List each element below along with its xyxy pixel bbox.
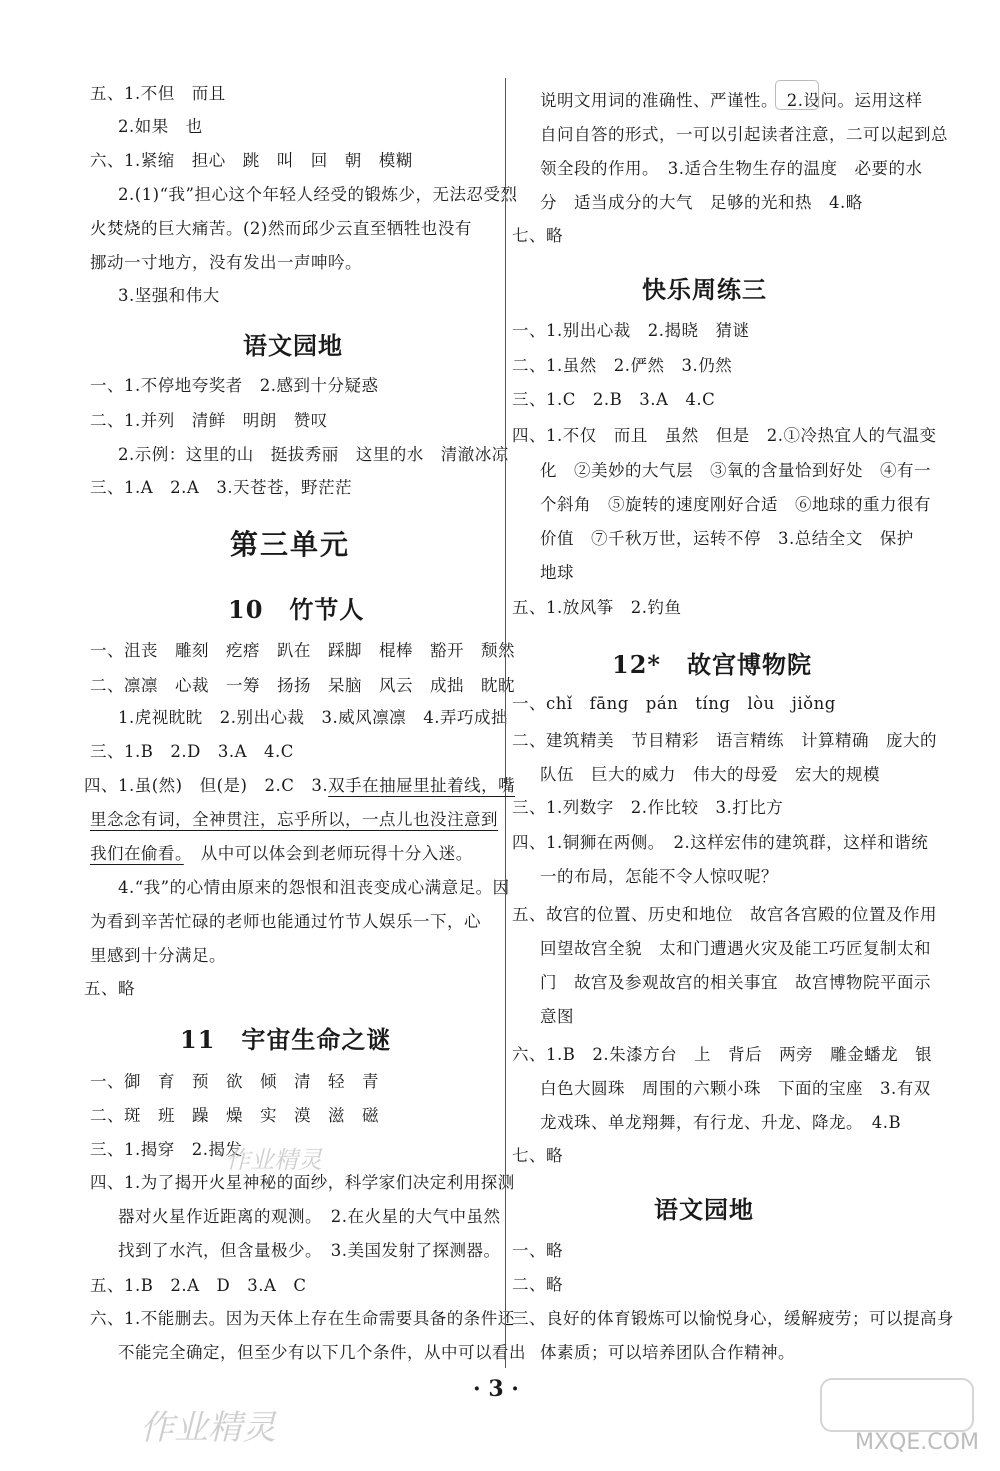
answer-line: 化 ②美妙的大气层 ③氧的含量恰到好处 ④有一 bbox=[540, 461, 931, 480]
section-heading bbox=[612, 645, 812, 680]
heading-title: 语文园地 bbox=[654, 1195, 754, 1224]
underlined-text: 里念念有词，全神贯注，忘乎所以，一点儿也没注意到 bbox=[90, 810, 498, 829]
answer-line: 六、1.紧缩 担心 跳 叫 回 朝 模糊 bbox=[90, 151, 413, 170]
answer-line: 价值 ⑦千秋万世，运转不停 3.总结全文 保护 bbox=[540, 529, 914, 548]
answer-line: 挪动一寸地方，没有发出一声呻吟。 bbox=[90, 253, 362, 272]
answer-line: 二、1.并列 清鲜 明朗 赞叹 bbox=[90, 411, 328, 430]
answer-line: 白色大圆珠 周围的六颗小珠 下面的宝座 3.有双 bbox=[540, 1079, 931, 1098]
section-heading bbox=[654, 1190, 754, 1225]
answer-line: 一、chǐ fāng pán tíng lòu jiǒng bbox=[512, 694, 836, 713]
answer-text: 四、1.虽(然) 但(是) 2.C 3. bbox=[84, 776, 329, 795]
answer-line: 里感到十分满足。 bbox=[90, 946, 226, 965]
answer-line: 体素质；可以培养团队合作精神。 bbox=[540, 1343, 795, 1362]
answer-line: 四、1.为了揭开火星神秘的面纱，科学家们决定利用探测 bbox=[90, 1173, 515, 1192]
answer-line: 三、1.A 2.A 3.天苍苍，野茫茫 bbox=[90, 478, 353, 497]
answer-line: 六、1.不能删去。因为天体上存在生命需要具备的条件还 bbox=[90, 1309, 515, 1328]
section-heading bbox=[228, 590, 364, 625]
answer-line: 二、凛凛 心裁 一筹 扬扬 呆脑 风云 成拙 眈眈 bbox=[90, 676, 515, 695]
section-heading bbox=[642, 270, 767, 305]
watermark-logo-icon bbox=[820, 1378, 974, 1432]
answer-line: 地球 bbox=[540, 563, 574, 582]
answer-line: 五、1.放风筝 2.钓鱼 bbox=[512, 598, 682, 617]
answer-line: 六、1.B 2.朱漆方台 上 背后 两旁 雕金蟠龙 银 bbox=[512, 1045, 933, 1064]
answer-line: 一、御 育 预 欲 倾 清 轻 青 bbox=[90, 1072, 379, 1091]
answer-line: 三、1.揭穿 2.揭发 bbox=[90, 1140, 243, 1159]
answer-line: 一、1.别出心裁 2.揭晓 猜谜 bbox=[512, 321, 750, 340]
heading-title: 宇宙生命之谜 bbox=[241, 1025, 392, 1054]
page-number: · 3 · bbox=[473, 1376, 519, 1402]
answer-line: 三、1.C 2.B 3.A 4.C bbox=[512, 390, 716, 409]
answer-line: 五、故宫的位置、历史和地位 故宫各宫殿的位置及作用 bbox=[512, 905, 937, 924]
answer-line: 四、1.不仅 而且 虽然 但是 2.①冷热宜人的气温变 bbox=[512, 426, 937, 445]
underlined-text: 双手在抽屉里扯着线，嘴 bbox=[328, 776, 516, 795]
answer-line: 七、略 bbox=[512, 1146, 563, 1165]
answer-line: 4.“我”的心情由原来的怨恨和沮丧变成心满意足。因 bbox=[118, 878, 510, 897]
answer-line: 五、略 bbox=[84, 979, 135, 998]
answer-line: 龙戏珠、单龙翔舞，有行龙、升龙、降龙。 4.B bbox=[540, 1113, 902, 1132]
watermark-url: MXQE.COM bbox=[855, 1430, 979, 1455]
section-heading bbox=[230, 523, 350, 563]
answer-line: 2.如果 也 bbox=[118, 117, 203, 136]
heading-title: 故宫博物院 bbox=[686, 650, 812, 679]
answer-line: 2.示例：这里的山 挺拔秀丽 这里的水 清澈冰凉 bbox=[118, 445, 509, 464]
column-divider bbox=[505, 78, 506, 1368]
answer-line: 个斜角 ⑤旋转的速度刚好合适 ⑥地球的重力很有 bbox=[540, 495, 931, 514]
answer-line: 说明文用词的准确性、严谨性。 2.设问。运用这样 bbox=[540, 91, 923, 110]
answer-line: 领全段的作用。 3.适合生物生存的温度 必要的水 bbox=[540, 159, 923, 178]
answer-line: 三、良好的体育锻炼可以愉悦身心，缓解疲劳；可以提高身 bbox=[512, 1309, 954, 1328]
answer-line: 一、略 bbox=[512, 1241, 563, 1260]
section-heading bbox=[243, 326, 343, 361]
answer-line: 三、1.列数字 2.作比较 3.打比方 bbox=[512, 798, 784, 817]
answer-line: 不能完全确定，但至少有以下几个条件，从中可以看出 bbox=[118, 1343, 526, 1362]
answer-line: 二、斑 班 躁 燥 实 漠 滋 磁 bbox=[90, 1106, 379, 1125]
answer-line: 二、略 bbox=[512, 1275, 563, 1294]
lesson-number: 10 bbox=[228, 595, 264, 624]
answer-line: 3.坚强和伟大 bbox=[118, 286, 220, 305]
watermark-text: 作业精灵 bbox=[226, 1146, 322, 1174]
answer-line: 二、1.虽然 2.俨然 3.仍然 bbox=[512, 356, 733, 375]
answer-line: 回望故宫全貌 太和门遭遇火灾及能工巧匠复制太和 bbox=[540, 939, 931, 958]
answer-line: 一、沮丧 雕刻 疙瘩 趴在 踩脚 棍棒 豁开 颓然 bbox=[90, 641, 515, 660]
heading-title: 语文园地 bbox=[243, 331, 343, 360]
answer-line: 七、略 bbox=[512, 226, 563, 245]
answer-line: 二、建筑精美 节目精彩 语言精练 计算精确 庞大的 bbox=[512, 731, 937, 750]
answer-line: 自问自答的形式，一可以引起读者注意，二可以起到总 bbox=[540, 125, 948, 144]
answer-line bbox=[90, 843, 473, 865]
answer-line: 2.(1)“我”担心这个年轻人经受的锻炼少，无法忍受烈 bbox=[118, 185, 518, 204]
answer-line: 为看到辛苦忙碌的老师也能通过竹节人娱乐一下，心 bbox=[90, 912, 481, 931]
section-heading bbox=[180, 1020, 391, 1055]
lesson-number: 11 bbox=[180, 1025, 216, 1054]
answer-line: 1.虎视眈眈 2.别出心裁 3.威风凛凛 4.弄巧成拙 bbox=[118, 708, 508, 727]
answer-text: 从中可以体会到老师玩得十分入迷。 bbox=[183, 844, 473, 863]
answer-line: 分 适当成分的大气 足够的光和热 4.略 bbox=[540, 193, 863, 212]
answer-line: 火焚烧的巨大痛苦。(2)然而邱少云直至牺牲也没有 bbox=[90, 219, 472, 238]
answer-line: 意图 bbox=[540, 1007, 574, 1026]
answer-line: 五、1.不但 而且 bbox=[90, 84, 226, 103]
watermark-text: 作业精灵 bbox=[140, 1408, 276, 1448]
answer-line: 三、1.B 2.D 3.A 4.C bbox=[90, 742, 294, 761]
answer-line: 五、1.B 2.A D 3.A C bbox=[90, 1276, 307, 1295]
lesson-number: 12* bbox=[612, 650, 661, 679]
answer-line: 队伍 巨大的威力 伟大的母爱 宏大的规模 bbox=[540, 765, 880, 784]
answer-line: 器对火星作近距离的观测。 2.在火星的大气中虽然 bbox=[118, 1207, 501, 1226]
heading-title: 第三单元 bbox=[230, 528, 351, 561]
underlined-text: 我们在偷看。 bbox=[90, 844, 184, 863]
answer-line: 一、1.不停地夸奖者 2.感到十分疑惑 bbox=[90, 376, 379, 395]
answer-line: 找到了水汽，但含量极少。 3.美国发射了探测器。 bbox=[118, 1241, 501, 1260]
heading-title: 竹节人 bbox=[289, 595, 365, 624]
heading-title: 快乐周练三 bbox=[642, 275, 767, 304]
corner-stamp-icon bbox=[775, 80, 819, 110]
answer-line: 一的布局，怎能不令人惊叹呢？ bbox=[540, 867, 778, 886]
answer-line: 四、1.铜狮在两侧。 2.这样宏伟的建筑群，这样和谐统 bbox=[512, 833, 929, 852]
answer-line bbox=[84, 775, 515, 797]
answer-line: 门 故宫及参观故宫的相关事宜 故宫博物院平面示 bbox=[540, 973, 931, 992]
answer-line bbox=[90, 809, 498, 831]
